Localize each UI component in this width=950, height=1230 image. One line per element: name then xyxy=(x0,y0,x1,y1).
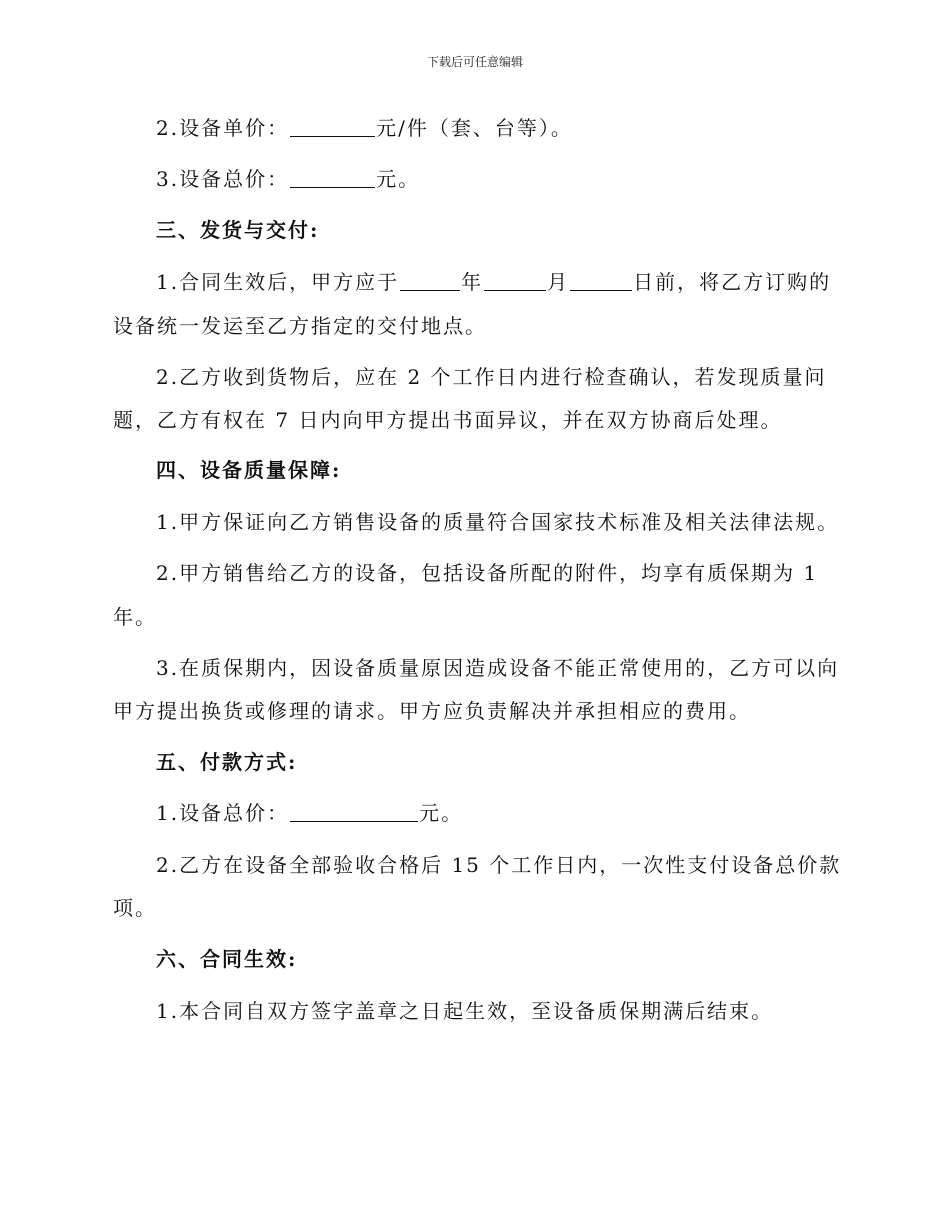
payment-total-unit: 元。 xyxy=(419,801,464,825)
paragraph-line: 题，乙方有权在 7 日内向甲方提出书面异议，并在双方协商后处理。 xyxy=(113,408,783,432)
paragraph-line: 2.甲方销售给乙方的设备，包括设备所配的附件，均享有质保期为 1 xyxy=(156,561,819,585)
year-blank xyxy=(400,270,460,291)
day-blank xyxy=(570,270,632,291)
month-blank xyxy=(484,270,546,291)
total-price-line xyxy=(156,165,420,193)
paragraph-line: 1.甲方保证向乙方销售设备的质量符合国家技术标准及相关法律法规。 xyxy=(156,510,840,534)
unit-price-label: 2.设备单价： xyxy=(156,116,290,140)
section-heading-quality: 四、设备质量保障: xyxy=(156,458,342,482)
paragraph-line: 1.本合同自双方签字盖章之日起生效，至设备质保期满后结束。 xyxy=(156,999,774,1023)
year-label: 年 xyxy=(461,270,484,294)
delivery-text-2: 日前，将乙方订购的 xyxy=(633,270,832,294)
total-price-label: 3.设备总价： xyxy=(156,167,290,191)
paragraph-line: 2.乙方收到货物后，应在 2 个工作日内进行检查确认，若发现质量问 xyxy=(156,365,827,389)
payment-total-line xyxy=(156,799,463,827)
payment-total-label: 1.设备总价： xyxy=(156,801,290,825)
unit-price-blank xyxy=(290,116,375,137)
paragraph-line: 甲方提出换货或修理的请求。甲方应负责解决并承担相应的费用。 xyxy=(113,699,751,723)
paragraph-line: 年。 xyxy=(113,605,157,629)
payment-total-blank xyxy=(290,801,418,822)
unit-price-line xyxy=(156,114,573,142)
section-heading-payment: 五、付款方式: xyxy=(156,750,298,774)
unit-price-unit: 元/件（套、台等）。 xyxy=(376,116,573,140)
paragraph-line: 设备统一发运至乙方指定的交付地点。 xyxy=(113,314,487,338)
delivery-date-line xyxy=(156,268,831,296)
page-header: 下载后可任意编辑 xyxy=(426,55,523,69)
paragraph-line: 项。 xyxy=(113,896,157,920)
month-label: 月 xyxy=(547,270,570,294)
total-price-blank xyxy=(290,167,375,188)
total-price-unit: 元。 xyxy=(376,167,421,191)
section-heading-delivery: 三、发货与交付: xyxy=(156,218,320,242)
section-heading-effect: 六、合同生效: xyxy=(156,947,298,971)
delivery-text-1: 1.合同生效后，甲方应于 xyxy=(156,270,400,294)
paragraph-line: 3.在质保期内，因设备质量原因造成设备不能正常使用的，乙方可以向 xyxy=(156,656,840,680)
paragraph-line: 2.乙方在设备全部验收合格后 15 个工作日内，一次性支付设备总价款 xyxy=(156,853,842,877)
